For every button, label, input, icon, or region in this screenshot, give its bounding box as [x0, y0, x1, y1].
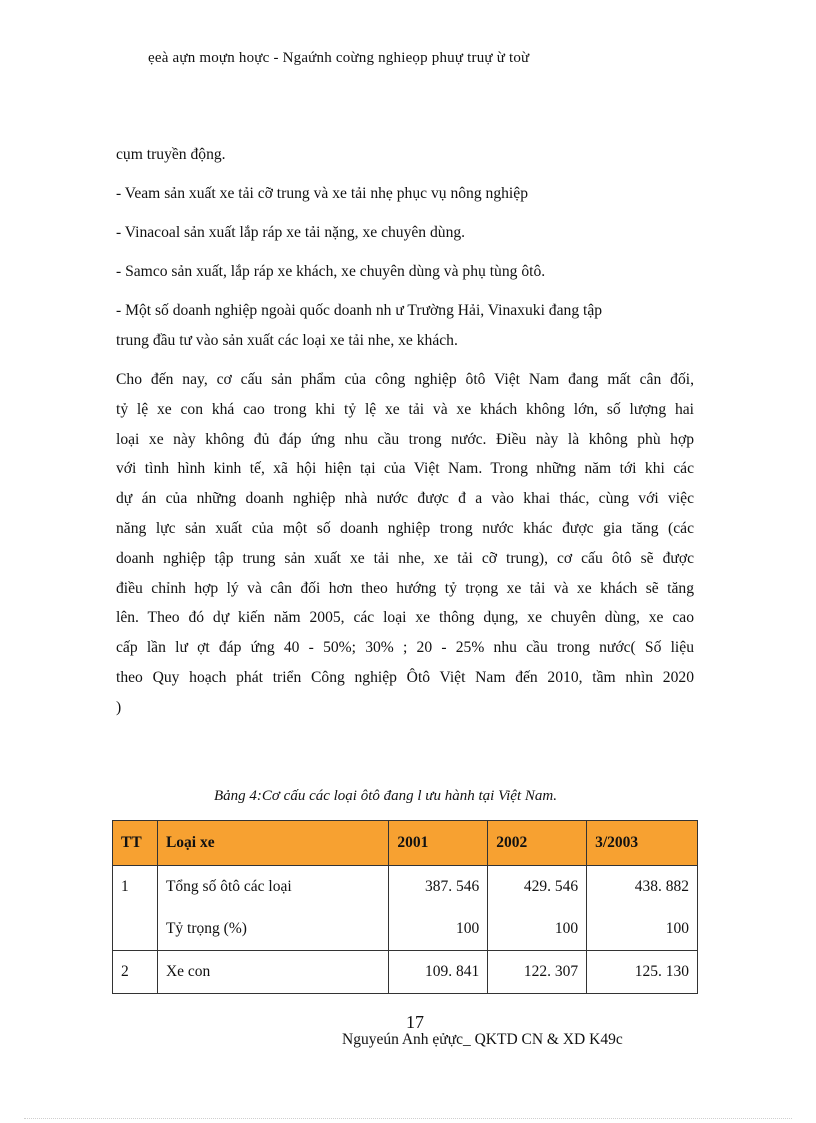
- cell-2003: 438. 882: [587, 866, 698, 909]
- list-item-veam: - Veam sản xuất xe tải cỡ trung và xe tải nhẹ phục vụ nông nghiệp: [116, 185, 528, 202]
- paragraph-line: cấp lần lư ợt đáp ứng 40 - 50%; 30% ; 20 - 25% nhu cầu trong nước( Số liệu: [116, 639, 694, 657]
- cell-tt: 2: [113, 951, 158, 994]
- paragraph-line: loại xe này không đủ đáp ứng nhu cầu trong nước. Điều này là không phù hợp: [116, 430, 694, 448]
- list-item-private: - Một số doanh nghiệp ngoài quốc doanh nh ư Trường Hải, Vinaxuki đang tập: [116, 302, 603, 319]
- cell-tt: [113, 908, 158, 951]
- paragraph-line: theo Quy hoạch phát triển Công nghiệp Ôtô Việt Nam đến 2010, tầm nhìn 2020: [116, 668, 694, 686]
- paragraph-line: Cho đến nay, cơ cấu sản phẩm của công nghiệp ôtô Việt Nam đang mất cân đối,: [116, 371, 694, 388]
- table-row: [113, 908, 698, 951]
- cell-2002: 429. 546: [488, 866, 587, 909]
- table-header-row: [113, 821, 698, 866]
- paragraph-line: điều chỉnh hợp lý và cân đối hơn theo hướng tỷ trọng xe tải và xe khách sẽ tăng: [116, 579, 694, 597]
- body-text: [116, 140, 694, 723]
- list-item-samco: - Samco sản xuất, lắp ráp xe khách, xe chuyên dùng và phụ tùng ôtô.: [116, 263, 546, 280]
- cell-name: Xe con: [157, 951, 388, 994]
- header-2003: 3/2003: [587, 821, 698, 866]
- list-item-private-cont: trung đầu tư vào sản xuất các loại xe tải nhe, xe khách.: [116, 332, 458, 349]
- cell-name: Tổng số ôtô các loại: [157, 866, 388, 909]
- cell-2002: 122. 307: [488, 951, 587, 994]
- paragraph-line: tỷ lệ xe con khá cao trong khi tỷ lệ xe tải và xe khách không lớn, số lượng hai: [116, 400, 694, 418]
- cell-2001: 387. 546: [389, 866, 488, 909]
- cell-2002: 100: [488, 908, 587, 951]
- cell-2003: 100: [587, 908, 698, 951]
- header-2001: 2001: [389, 821, 488, 866]
- vehicle-structure-table: [112, 820, 698, 994]
- paragraph: [116, 365, 694, 723]
- paragraph-line: doanh nghiệp tập trung sản xuất xe tải nhe, xe tải cỡ trung), cơ cấu ôtô sẽ được: [116, 549, 694, 567]
- running-header: ẹeà aựn moựn hoực - Ngaứnh coừng nghieọp phuự truự ừ toừ: [148, 50, 530, 66]
- cell-2001: 109. 841: [389, 951, 488, 994]
- paragraph-line: ): [116, 698, 122, 716]
- paragraph-line: với tình hình kinh tế, xã hội hiện tại của Việt Nam. Trong những năm tới khi các: [116, 460, 694, 478]
- page-number: 17: [406, 1012, 424, 1032]
- cell-2003: 125. 130: [587, 951, 698, 994]
- page-divider: [24, 1118, 792, 1119]
- paragraph-line: dự án của những doanh nghiệp nhà nước được đ a vào khai thác, cùng với việc: [116, 490, 694, 508]
- text-line: cụm truyền động.: [116, 146, 226, 163]
- table-row: [113, 866, 698, 909]
- header-2002: 2002: [488, 821, 587, 866]
- paragraph-line: năng lực sản xuất của một số doanh nghiệp trong nước khác được gia tăng (các: [116, 519, 694, 537]
- table-row: [113, 951, 698, 994]
- table-caption: Bảng 4:Cơ cấu các loại ôtô đang l ưu hành tại Việt Nam.: [214, 788, 557, 804]
- cell-2001: 100: [389, 908, 488, 951]
- footer-author: Nguyeún Anh ẹửực_ QKTD CN & XD K49c: [342, 1031, 623, 1048]
- header-vehicle-type: Loại xe: [157, 821, 388, 866]
- cell-name: Tỷ trọng (%): [157, 908, 388, 951]
- paragraph-line: lên. Theo đó dự kiến năm 2005, các loại xe thông dụng, xe chuyên dùng, xe cao: [116, 609, 694, 627]
- header-tt: TT: [113, 821, 158, 866]
- cell-tt: 1: [113, 866, 158, 909]
- list-item-vinacoal: - Vinacoal sản xuất lắp ráp xe tải nặng, xe chuyên dùng.: [116, 224, 466, 241]
